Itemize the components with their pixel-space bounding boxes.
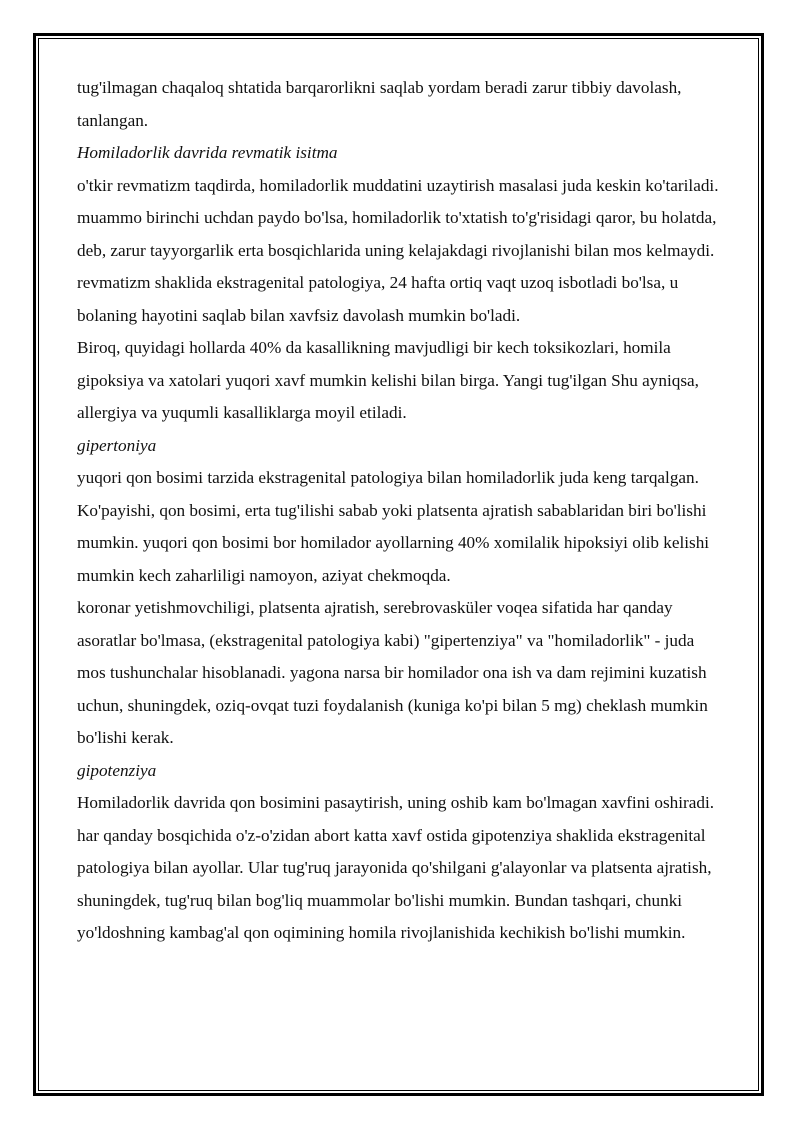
paragraph: koronar yetishmovchiligi, platsenta ajratish, serebrovasküler voqea sifatida har qanday asoratlar bo'lmasa, (ekstragenital patologiya kabi) "gipertenziya" va "homiladorlik" - juda mos tushunchalar hisoblanadi. yagona narsa bir homilador ona ish va dam rejimini kuzatish uchun, shuningdek, oziq-ovqat tuzi foydalanish (kuniga ko'pi bilan 5 mg) cheklash mumkin bo'lishi kerak. <box>77 598 708 747</box>
document-body <box>77 72 727 950</box>
paragraph: revmatizm shaklida ekstragenital patologiya, 24 hafta ortiq vaqt uzoq isbotladi bo'lsa, u bolaning hayotini saqlab bilan xavfsiz davolash mumkin bo'ladi. <box>77 273 679 325</box>
section-heading-hypertension: gipertoniya <box>77 435 157 455</box>
paragraph: tug'ilmagan chaqaloq shtatida barqarorlikni saqlab yordam beradi zarur tibbiy davolash, tanlangan. <box>77 78 682 130</box>
paragraph: yuqori qon bosimi tarzida ekstragenital patologiya bilan homiladorlik juda keng tarqalgan. Ko'payishi, qon bosimi, erta tug'ilishi sabab yoki platsenta ajratish sabablaridan biri bo'lishi mumkin. yuqori qon bosimi bor homilador ayollarning 40% xomilalik hipoksiyi olib kelishi mumkin kech zaharliligi namoyon, aziyat chekmoqda. <box>77 468 710 585</box>
paragraph: o'tkir revmatizm taqdirda, homiladorlik muddatini uzaytirish masalasi juda keskin ko'tariladi. muammo birinchi uchdan paydo bo'lsa, homiladorlik to'xtatish to'g'risidagi qaror, bu holatda, deb, zarur tayyorgarlik erta bosqichlarida uning kelajakdagi rivojlanishi bilan mos kelmaydi. <box>77 175 719 260</box>
paragraph: Biroq, quyidagi hollarda 40% da kasallikning mavjudligi bir kech toksikozlari, homila gipoksiya va xatolari yuqori xavf mumkin kelishi bilan birga. Yangi tug'ilgan Shu ayniqsa, allergiya va yuqumli kasalliklarga moyil etiladi. <box>77 338 699 422</box>
section-heading-rheumatic-fever: Homiladorlik davrida revmatik isitma <box>77 143 338 162</box>
section-heading-hypotension: gipotenziya <box>77 760 157 780</box>
paragraph: Homiladorlik davrida qon bosimini pasaytirish, uning oshib kam bo'lmagan xavfini oshiradi. har qanday bosqichida o'z-o'zidan abort katta xavf ostida gipotenziya shaklida ekstragenital patologiya bilan ayollar. Ular tug'ruq jarayonida qo'shilgani g'alayonlar va platsenta ajratish, shuningdek, tug'ruq bilan bog'liq muammolar bo'lishi mumkin. Bundan tashqari, chunki yo'ldoshning kambag'al qon oqimining homila rivojlanishida kechikish bo'lishi mumkin. <box>77 793 715 942</box>
